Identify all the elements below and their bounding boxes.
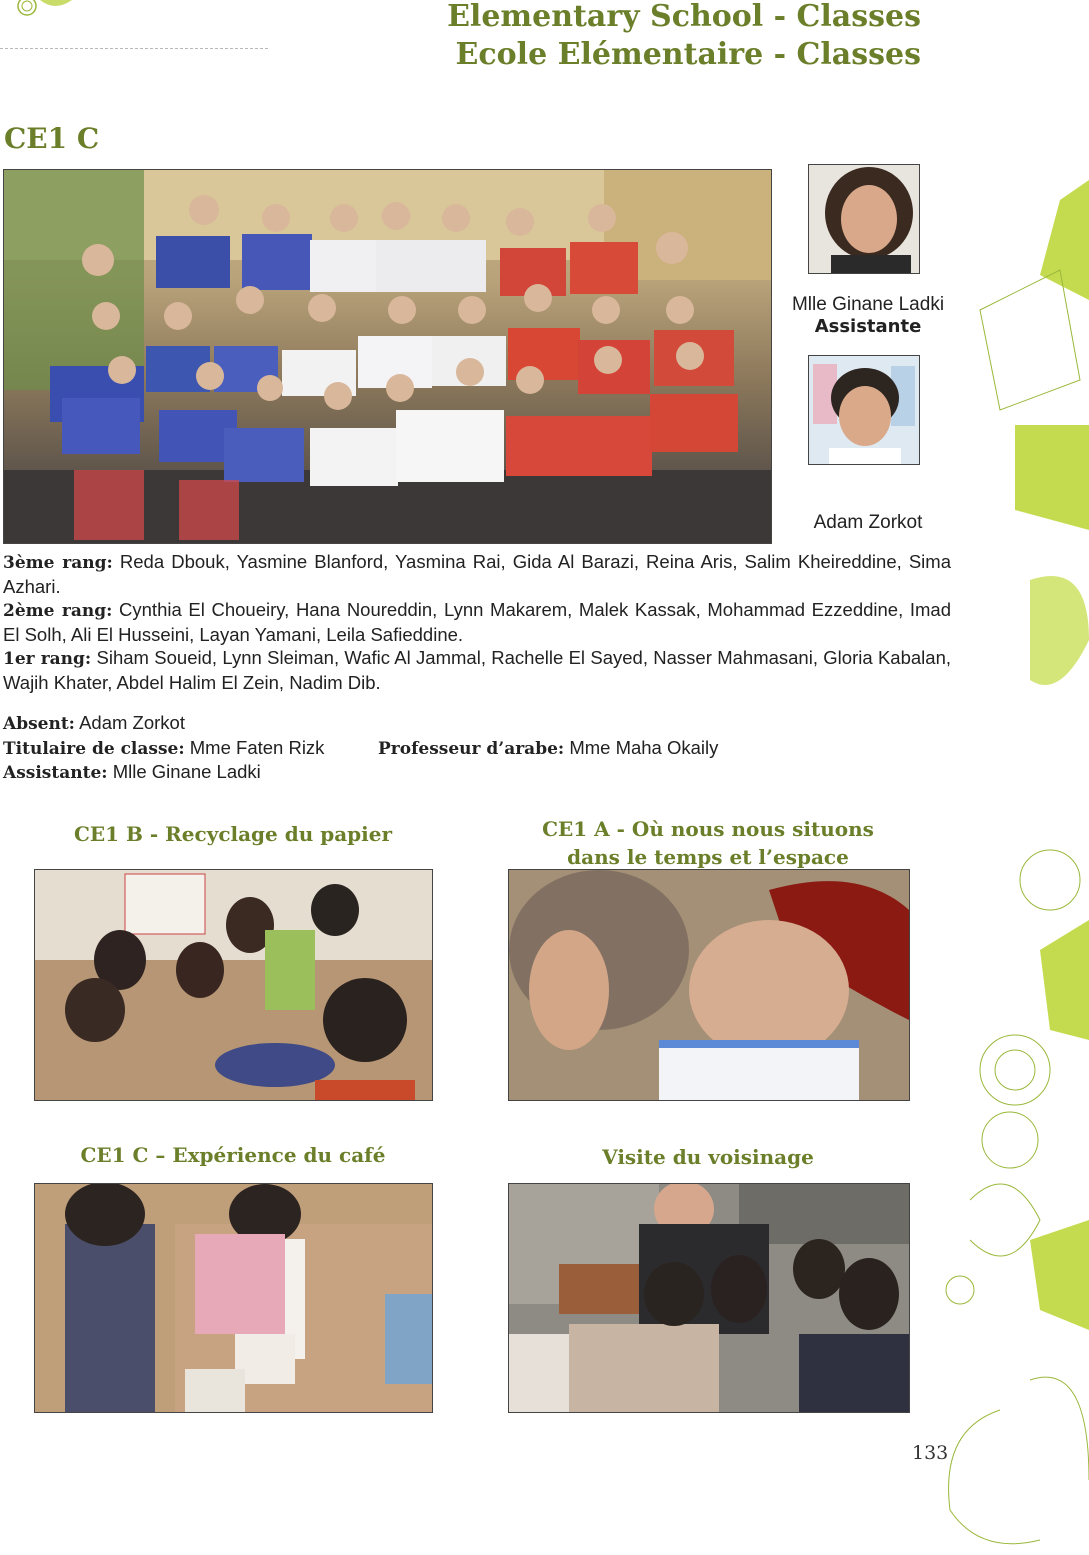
gallery-title-cafe-line1: CE1 C – Expérience du café [80, 1143, 386, 1167]
row-1 [3, 646, 951, 694]
gallery-title-cafe [34, 1141, 432, 1169]
row-2-label: 2ème rang: [3, 601, 113, 621]
assistante-value: Mlle Ginane Ladki [112, 761, 261, 782]
decorative-letters [940, 180, 1089, 1555]
row-1-names: Siham Soueid, Lynn Sleiman, Wafic Al Jammal, Rachelle El Sayed, Nasser Mahmasani, Gloria Kabalan, Wajih Khater, Abdel Halim El Zein, Nadim Dib. [3, 647, 952, 693]
photo-voisinage [508, 1183, 910, 1413]
gallery-title-recyclage [34, 820, 432, 848]
photo-cafe [34, 1183, 433, 1413]
absent-value: Adam Zorkot [79, 712, 185, 733]
titulaire-label: Titulaire de classe: [3, 739, 185, 759]
arabe-value: Mme Maha Okaily [569, 737, 719, 758]
row-2 [3, 598, 951, 646]
assistant-name-caption [770, 294, 966, 337]
assistante-label: Assistante: [3, 763, 108, 783]
gallery-title-temps-espace-line2: dans le temps et l’espace [567, 845, 849, 869]
absent-student-caption: Adam Zorkot [813, 512, 923, 533]
student-rows [3, 550, 951, 694]
class-group-photo [3, 169, 772, 544]
assistante-line [3, 760, 261, 785]
gallery-title-temps-espace [508, 815, 908, 871]
header-title-en: Elementary School - Classes [447, 0, 921, 34]
assistant-role: Assistante [814, 316, 922, 337]
arabe-label: Professeur d’arabe: [378, 739, 565, 759]
gallery-title-voisinage-line1: Visite du voisinage [602, 1145, 814, 1169]
assistant-name: Mlle Ginane Ladki [791, 294, 945, 315]
gallery-title-temps-espace-line1: CE1 A - Où nous nous situons [542, 817, 874, 841]
header-divider [0, 48, 268, 50]
decorative-circles [0, 0, 80, 30]
page-number: 133 [912, 1442, 949, 1464]
absent-student-portrait [808, 355, 920, 465]
photo-recyclage [34, 869, 433, 1101]
titulaire-line [3, 736, 324, 761]
row-2-names: Cynthia El Choueiry, Hana Noureddin, Lynn Makarem, Malek Kassak, Mohammad Ezzeddine, Imad El Solh, Ali El Husseini, Layan Yamani, Leila Safieddine. [3, 599, 951, 645]
row-3 [3, 550, 951, 598]
absent-line [3, 711, 185, 736]
row-3-names: Reda Dbouk, Yasmine Blanford, Yasmina Rai, Gida Al Barazi, Reina Aris, Salim Kheireddine, Sima Azhari. [3, 551, 951, 597]
header-title-fr: Ecole Elémentaire - Classes [455, 37, 921, 72]
class-title: CE1 C [4, 122, 100, 155]
titulaire-value: Mme Faten Rizk [189, 737, 325, 758]
row-3-label: 3ème rang: [3, 553, 113, 573]
gallery-title-recyclage-line1: CE1 B - Recyclage du papier [74, 822, 392, 846]
assistant-portrait [808, 164, 920, 274]
arabe-line [378, 736, 718, 761]
absent-label: Absent: [3, 714, 75, 734]
gallery-title-voisinage [508, 1143, 908, 1171]
row-1-label: 1er rang: [3, 649, 92, 669]
photo-temps-espace [508, 869, 910, 1101]
